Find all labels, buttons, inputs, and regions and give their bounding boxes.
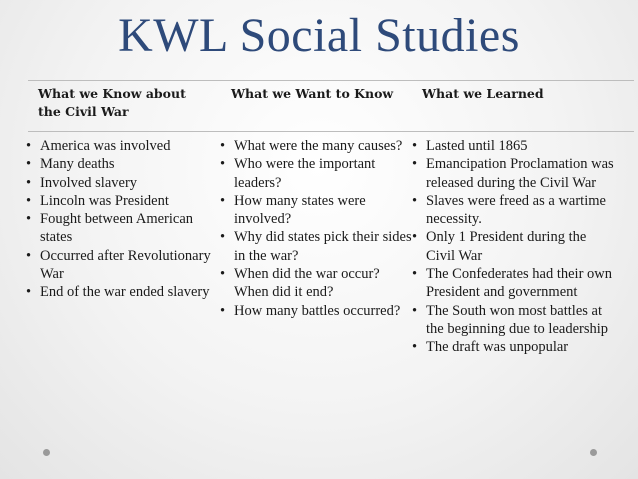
list-item: • Lasted until 1865 [410,137,615,155]
table-top-border [28,80,634,81]
slide-title: KWL Social Studies [118,9,520,62]
corner-dot-left [43,449,50,456]
list-item: • How many states were involved? [218,192,416,229]
list-item: • Many deaths [24,155,224,173]
list-item: • When did the war occur? When did it end? [218,265,416,302]
column-learned [410,137,615,357]
header-learned: What we Learned [422,86,544,101]
header-know: What we Know about the Civil War [38,86,186,119]
list-item: • The Confederates had their own President and government [410,265,615,302]
list-item: • Occurred after Revolutionary War [24,247,224,284]
table-header-divider [28,131,634,132]
column-know [24,137,224,302]
list-item: • Lincoln was President [24,192,224,210]
list-item: • Who were the important leaders? [218,155,416,192]
list-item: • End of the war ended slavery [24,283,224,301]
column-want [218,137,416,320]
corner-dot-right [590,449,597,456]
list-item: • The draft was unpopular [410,338,615,356]
list-item: • Slaves were freed as a wartime necessity. [410,192,615,229]
list-item: • The South won most battles at the beginning due to leadership [410,302,615,339]
list-item: • Involved slavery [24,174,224,192]
list-item: • Only 1 President during the Civil War [410,228,615,265]
list-item: • Fought between American states [24,210,224,247]
list-item: • What were the many causes? [218,137,416,155]
list-item: • Emancipation Proclamation was released during the Civil War [410,155,615,192]
header-want: What we Want to Know [231,86,394,101]
list-item: • Why did states pick their sides in the war? [218,228,416,265]
list-item: • How many battles occurred? [218,302,416,320]
list-item: • America was involved [24,137,224,155]
